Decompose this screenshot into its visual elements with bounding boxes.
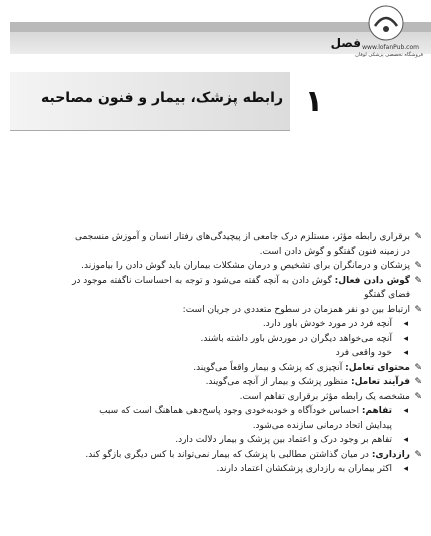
- sub-item: ◂ تفاهم بر وجود درک و اعتماد بین پزشک و بیمار دلالت دارد.: [6, 433, 422, 448]
- list-item-continuation: فضای گفتگو: [364, 290, 410, 300]
- list-item: ✎ رازداری: در میان گذاشتن مطالبی با پزشک که بیمار نمی‌تواند با کس دیگری بازگو کند.: [6, 448, 422, 463]
- list-item: ✎ ارتباط بین دو نفر همزمان در سطوح متعددی در جریان است:: [6, 303, 422, 318]
- pen-icon: ✎: [414, 261, 422, 271]
- pen-icon: ✎: [414, 304, 422, 315]
- chapter-title: رابطه پزشک، بیمار و فنون مصاحبه: [41, 90, 283, 106]
- arrow-bullet-icon: ◂: [403, 406, 408, 416]
- sub-item: ◂ اکثر بیماران به رازداری پزشکشان اعتماد دارند.: [6, 462, 422, 477]
- list-item: ✎ گوش دادن فعال: گوش دادن به آنچه گفته می‌شود و توجه به احساسات ناگفته موجود در: [6, 274, 422, 289]
- arrow-bullet-icon: ◂: [403, 319, 408, 329]
- pen-icon: ✎: [414, 362, 422, 373]
- chapter-content: [6, 230, 422, 477]
- list-item-continuation: در زمینه فنون گفتگو و گوش دادن است.: [259, 246, 410, 257]
- chapter-label: فصل: [330, 36, 361, 50]
- publisher-url: www.lofanPub.com: [362, 44, 419, 51]
- arrow-bullet-icon: ◂: [403, 348, 408, 358]
- list-item: ✎ محتوای تعامل: آنچیزی که پزشک و بیمار واقعاً می‌گویند.: [6, 361, 422, 376]
- arrow-bullet-icon: ◂: [403, 435, 408, 445]
- sub-item: ◂ تفاهم: احساس خودآگاه و خودبه‌خودی وجود پاسخ‌دهی هماهنگ است که سبب: [6, 404, 422, 419]
- publisher-caption: فروشگاه تخصصی پزشکی لوفان: [355, 52, 423, 58]
- publisher-logo-icon: [367, 4, 405, 42]
- list-item: ✎ مشخصه یک رابطه مؤثر برقراری تفاهم است.: [6, 390, 422, 405]
- sub-item: ◂ خود واقعی فرد: [6, 346, 422, 361]
- chapter-number: ۱: [304, 84, 323, 119]
- sub-item: ◂ آنچه می‌خواهد دیگران در موردش باور داشته باشند.: [6, 332, 422, 347]
- list-item: ✎ برقراری رابطه مؤثر، مستلزم درک جامعی از پیچیدگی‌های رفتار انسان و آموزش منسجمی: [6, 230, 422, 245]
- arrow-bullet-icon: ◂: [403, 333, 408, 344]
- list-item: ✎ فرآیند تعامل: منظور پزشک و بیمار از آنچه می‌گویند.: [6, 375, 422, 390]
- sub-item-continuation: پیدایش اتحاد درمانی سازنده می‌شود.: [252, 420, 392, 431]
- pen-icon: ✎: [414, 391, 422, 402]
- arrow-bullet-icon: ◂: [403, 464, 408, 474]
- pen-icon: ✎: [414, 449, 422, 460]
- pen-icon: ✎: [414, 275, 422, 286]
- pen-icon: ✎: [414, 232, 422, 242]
- list-item: ✎ پزشکان و درمانگران برای تشخیص و درمان مشکلات بیماران باید گوش دادن را بیاموزند.: [6, 259, 422, 274]
- sub-item: ◂ آنچه فرد در مورد خودش باور دارد.: [6, 317, 422, 332]
- pen-icon: ✎: [414, 377, 422, 387]
